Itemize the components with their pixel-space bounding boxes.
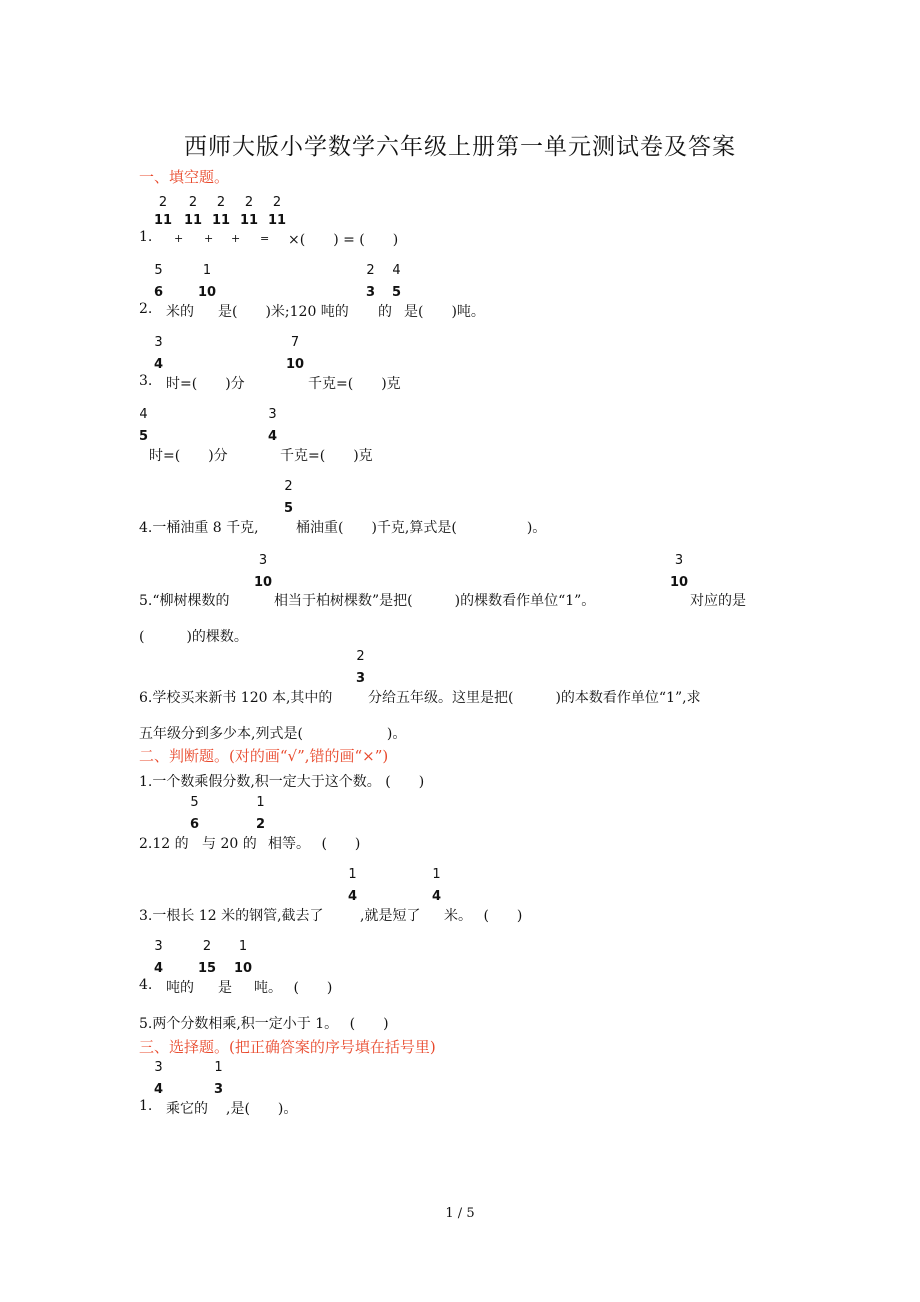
fraction xyxy=(212,196,230,228)
question-number: 1. xyxy=(139,1098,153,1114)
fraction-numerator: 2 xyxy=(158,195,168,210)
question-text: 3.一根长 12 米的钢管,截去了 xyxy=(139,908,324,924)
fraction xyxy=(154,264,163,300)
question-text: 米。 ( ) xyxy=(444,908,523,924)
fraction-numerator: 5 xyxy=(190,795,199,810)
fraction xyxy=(154,196,172,228)
fraction-denominator: 10 xyxy=(234,961,253,976)
plus-sign: + xyxy=(204,232,214,245)
question-text: 分给五年级。这里是把( )的本数看作单位“1”,求 xyxy=(368,690,701,706)
fraction-numerator: 1 xyxy=(348,867,357,882)
fraction xyxy=(256,796,265,832)
question-text: 5.“柳树棵数的 xyxy=(139,593,230,609)
fraction xyxy=(154,1061,163,1097)
fraction-denominator: 11 xyxy=(212,213,231,228)
fraction xyxy=(154,940,163,976)
fraction-numerator: 1 xyxy=(214,1060,223,1075)
question-text: 时=( )分 xyxy=(166,376,245,392)
equals-sign: = xyxy=(260,232,270,245)
fraction-denominator: 2 xyxy=(256,817,266,832)
fraction-numerator: 2 xyxy=(366,263,375,278)
question-text: 相等。 ( ) xyxy=(268,836,361,852)
fraction-numerator: 2 xyxy=(284,479,293,494)
fraction-denominator: 4 xyxy=(432,889,442,904)
question-text: 4.一桶油重 8 千克, xyxy=(139,520,259,536)
fraction xyxy=(198,940,216,976)
question-text: 乘它的 xyxy=(166,1101,208,1117)
question-text: 是( )米;120 吨的 xyxy=(218,304,349,320)
fraction-numerator: 7 xyxy=(290,335,300,350)
fraction xyxy=(154,336,163,372)
fraction-numerator: 3 xyxy=(674,553,684,568)
fraction-denominator: 3 xyxy=(214,1082,224,1097)
question-text: ,就是短了 xyxy=(360,908,421,924)
fraction-denominator: 11 xyxy=(184,213,203,228)
fraction-denominator: 4 xyxy=(348,889,358,904)
fraction xyxy=(240,196,258,228)
fraction xyxy=(392,264,401,300)
fraction-denominator: 10 xyxy=(254,575,273,590)
fraction xyxy=(139,408,148,444)
fraction xyxy=(268,408,277,444)
fraction-denominator: 11 xyxy=(240,213,259,228)
section-heading-fill-in: 一、填空题。 xyxy=(139,168,230,186)
question-text: 是( )吨。 xyxy=(404,304,485,320)
fraction-denominator: 5 xyxy=(284,501,294,516)
fraction-numerator: 2 xyxy=(244,195,254,210)
fraction xyxy=(214,1061,223,1097)
fraction-numerator: 3 xyxy=(154,939,163,954)
question-text: 千克=( )克 xyxy=(280,448,373,464)
question-text: 千克=( )克 xyxy=(308,376,401,392)
fraction-denominator: 5 xyxy=(139,429,149,444)
document-title: 西师大版小学数学六年级上册第一单元测试卷及答案 xyxy=(184,134,736,160)
fraction-numerator: 1 xyxy=(202,263,212,278)
question-number: 2. xyxy=(139,301,153,317)
question-2-5: 5.两个分数相乘,积一定小于 1。 ( ) xyxy=(139,1016,389,1032)
fraction-numerator: 3 xyxy=(154,1060,163,1075)
fraction xyxy=(356,650,365,686)
plus-sign: + xyxy=(174,232,184,245)
fraction-denominator: 10 xyxy=(670,575,689,590)
question-text: 时=( )分 xyxy=(149,448,228,464)
fraction xyxy=(234,940,252,976)
question-text: 吨。 ( ) xyxy=(254,980,333,996)
fraction xyxy=(366,264,375,300)
fraction xyxy=(348,868,357,904)
fraction-numerator: 4 xyxy=(139,407,148,422)
fraction-denominator: 11 xyxy=(268,213,287,228)
question-2-1: 1.一个数乘假分数,积一定大于这个数。 ( ) xyxy=(139,774,425,790)
fraction-denominator: 6 xyxy=(154,285,164,300)
fraction-numerator: 2 xyxy=(272,195,282,210)
fraction-numerator: 2 xyxy=(216,195,226,210)
question-text: 是 xyxy=(218,980,232,996)
fraction-denominator: 10 xyxy=(198,285,217,300)
question-text: 对应的是 xyxy=(690,593,746,609)
fraction-denominator: 4 xyxy=(154,357,164,372)
plus-sign: + xyxy=(231,232,241,245)
question-text: ,是( )。 xyxy=(226,1101,298,1117)
fraction xyxy=(286,336,304,372)
fraction-denominator: 6 xyxy=(190,817,200,832)
fraction xyxy=(254,554,272,590)
fraction-numerator: 1 xyxy=(432,867,441,882)
fraction-numerator: 3 xyxy=(154,335,163,350)
fraction-numerator: 3 xyxy=(258,553,268,568)
fraction-denominator: 3 xyxy=(366,285,376,300)
fraction xyxy=(268,196,286,228)
fraction-denominator: 3 xyxy=(356,671,366,686)
fraction-denominator: 4 xyxy=(154,961,164,976)
fraction xyxy=(190,796,199,832)
fraction-numerator: 4 xyxy=(392,263,401,278)
section-heading-multiple-choice: 三、选择题。(把正确答案的序号填在括号里) xyxy=(139,1038,436,1056)
question-text: 2.12 的 xyxy=(139,836,189,852)
fraction-denominator: 4 xyxy=(268,429,278,444)
fraction-numerator: 2 xyxy=(356,649,365,664)
answer-blanks: ×( ) = ( ) xyxy=(288,232,399,248)
fraction-numerator: 1 xyxy=(256,795,265,810)
question-text: 吨的 xyxy=(166,980,194,996)
question-text: 米的 xyxy=(166,304,194,320)
question-number: 1. xyxy=(139,229,153,245)
fraction-denominator: 11 xyxy=(154,213,173,228)
fraction-denominator: 4 xyxy=(154,1082,164,1097)
fraction-denominator: 10 xyxy=(286,357,305,372)
fraction xyxy=(198,264,216,300)
fraction xyxy=(670,554,688,590)
fraction-denominator: 5 xyxy=(392,285,402,300)
fraction-numerator: 3 xyxy=(268,407,277,422)
question-number: 4. xyxy=(139,977,153,993)
question-text: 相当于柏树棵数”是把( )的棵数看作单位“1”。 xyxy=(274,593,596,609)
fraction xyxy=(184,196,202,228)
question-number: 3. xyxy=(139,373,153,389)
fraction-numerator: 1 xyxy=(238,939,248,954)
question-text: 五年级分到多少本,列式是( )。 xyxy=(139,726,407,742)
question-text: 桶油重( )千克,算式是( )。 xyxy=(296,520,547,536)
section-heading-true-false: 二、判断题。(对的画“√”,错的画“×”) xyxy=(139,747,389,765)
question-text: 6.学校买来新书 120 本,其中的 xyxy=(139,690,333,706)
fraction-denominator: 15 xyxy=(198,961,217,976)
fraction-numerator: 2 xyxy=(188,195,198,210)
page-number: 1 / 5 xyxy=(445,1206,475,1221)
question-text: 的 xyxy=(378,304,392,320)
fraction xyxy=(284,480,293,516)
fraction-numerator: 2 xyxy=(202,939,212,954)
fraction-numerator: 5 xyxy=(154,263,163,278)
fraction xyxy=(432,868,441,904)
question-text: 与 20 的 xyxy=(202,836,257,852)
question-text: ( )的棵数。 xyxy=(139,629,248,645)
